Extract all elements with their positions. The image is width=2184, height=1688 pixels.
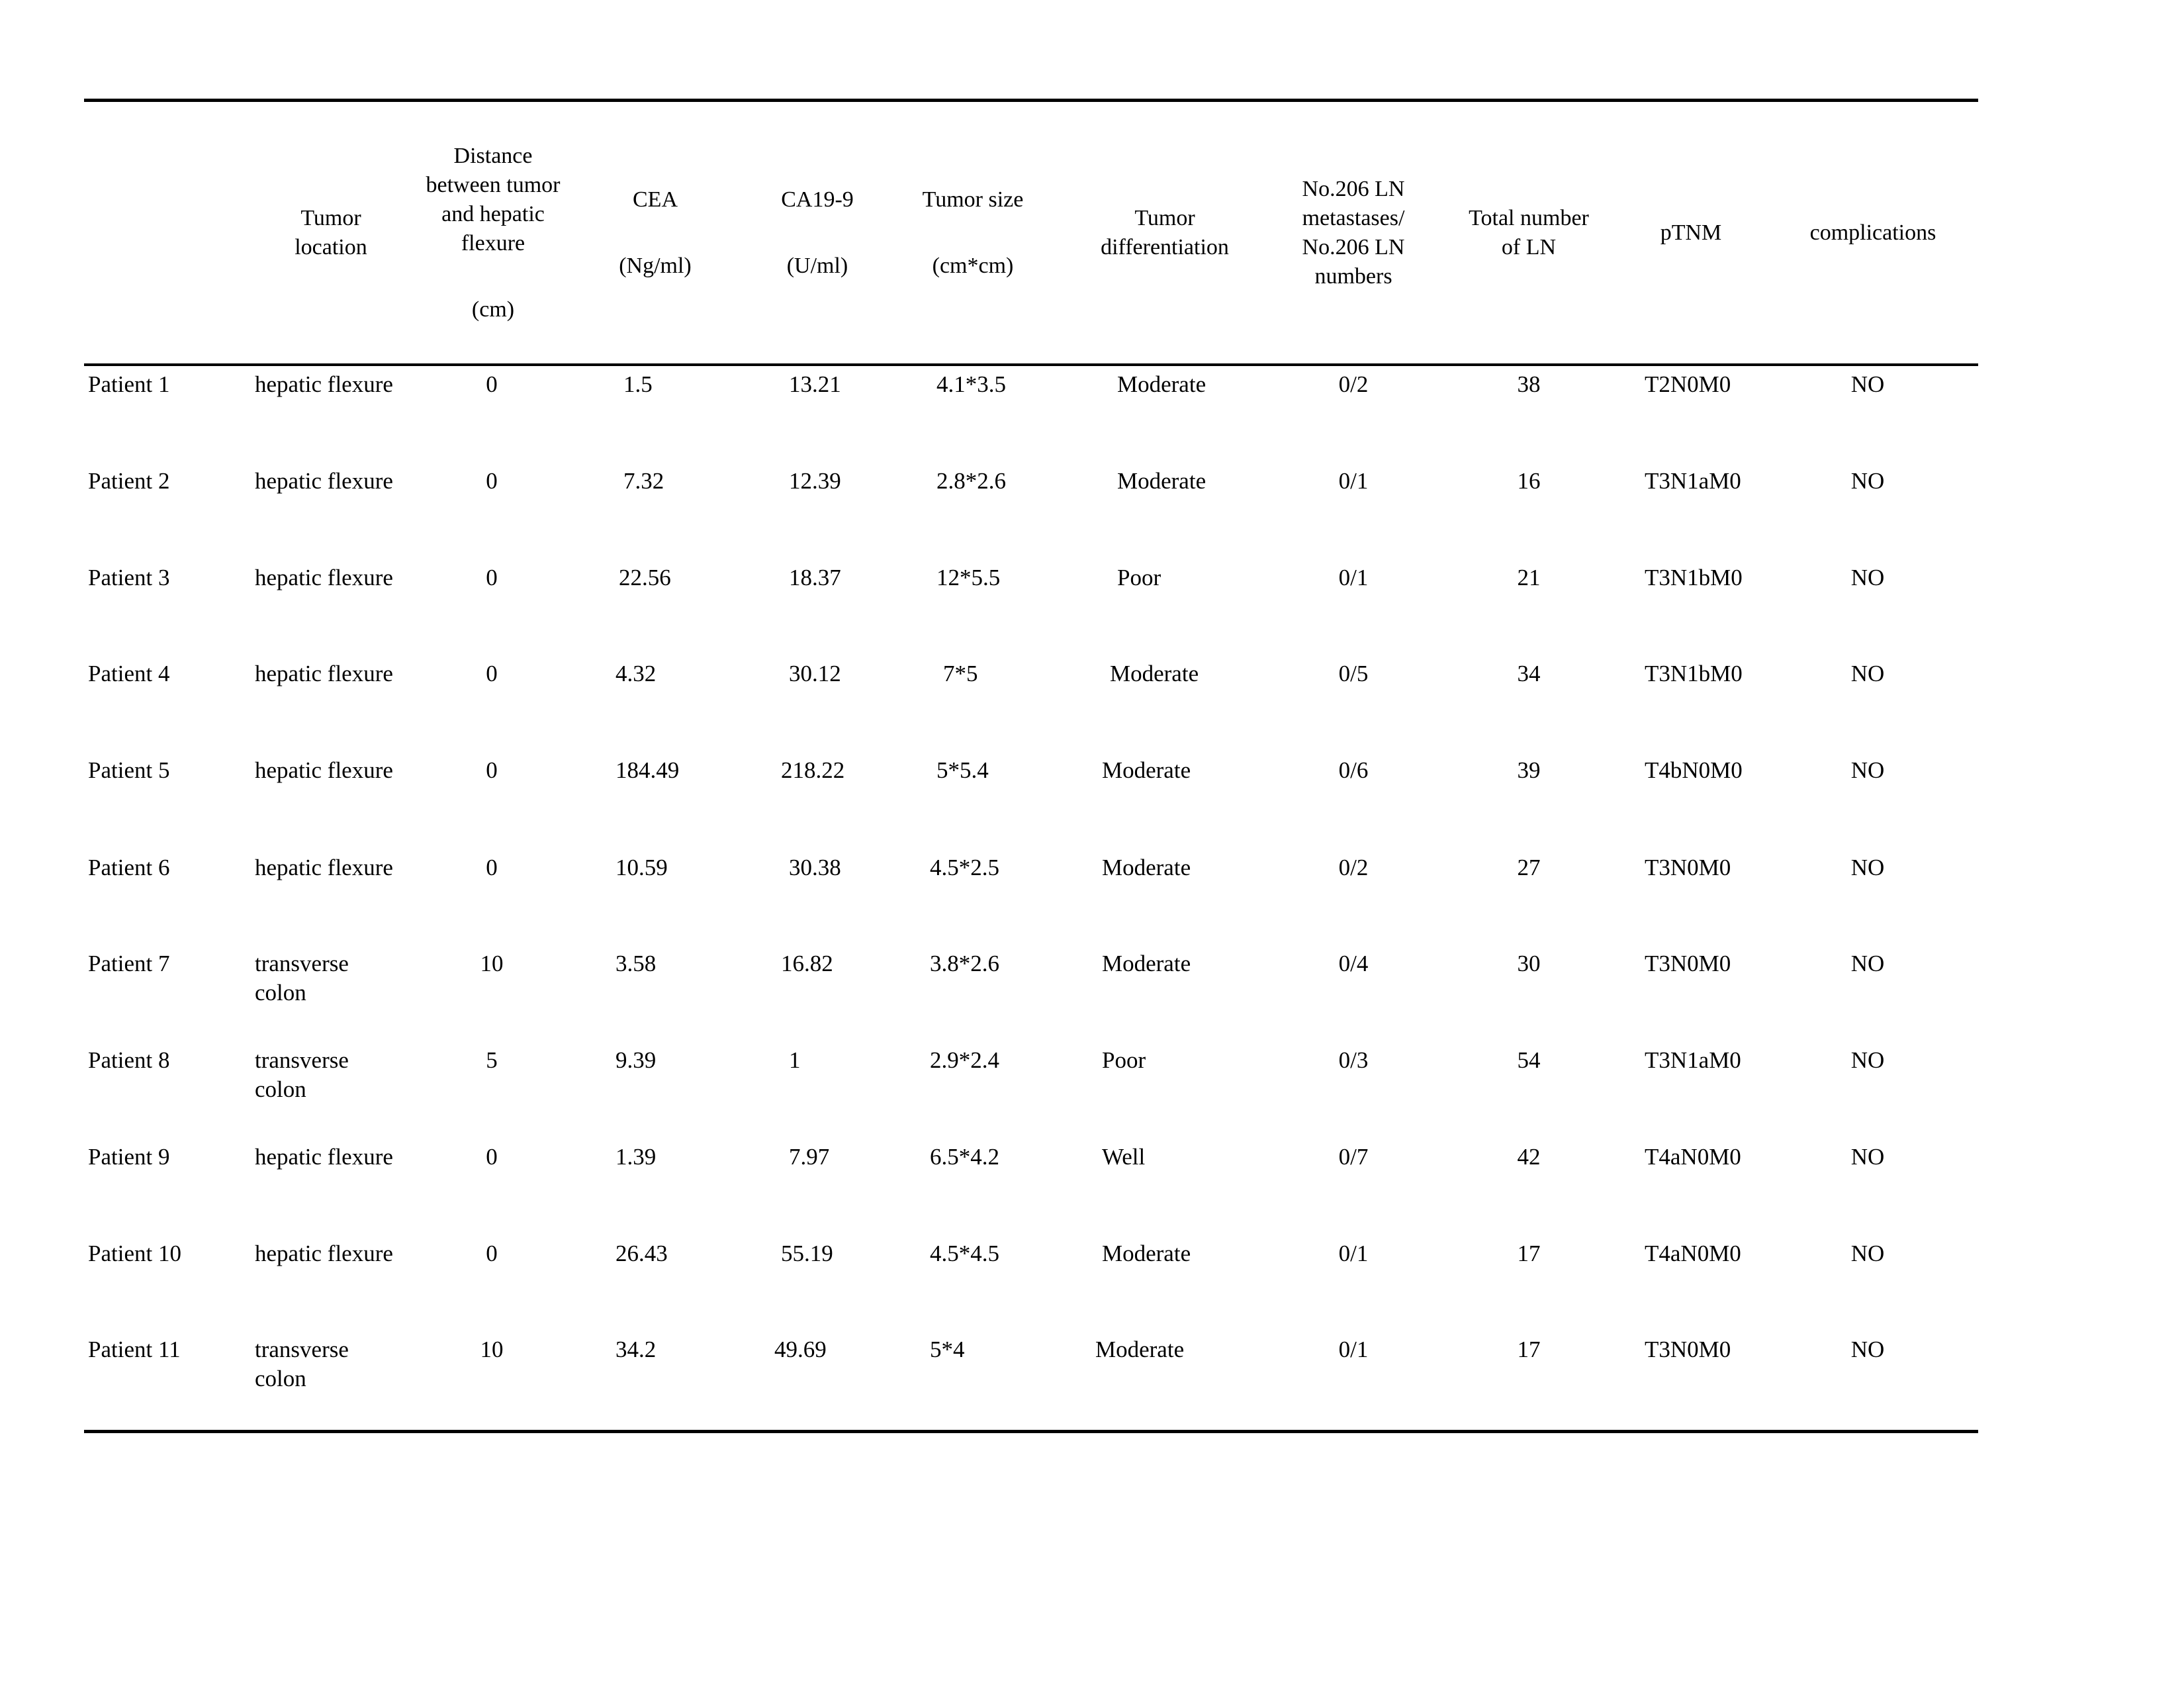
- header-tumor-differentiation: [1072, 204, 1257, 262]
- header-text: Tumor size: [922, 187, 1024, 212]
- cell-complications: NO: [1850, 371, 1885, 397]
- header-text: No.206 LN: [1302, 177, 1405, 201]
- cell-total-ln: 17: [1517, 1241, 1541, 1266]
- cell-size: 4.1*3.5: [936, 371, 1006, 397]
- location-line: transverse: [255, 951, 349, 976]
- cell-ptnm: T3N1bM0: [1645, 565, 1743, 590]
- header-text: location: [295, 235, 367, 259]
- cell-complications: NO: [1850, 1047, 1885, 1073]
- cell-distance: 0: [486, 371, 498, 397]
- cell-differentiation: Moderate: [1110, 661, 1199, 686]
- header-text: of LN: [1501, 235, 1557, 259]
- cell-ca199: 218.22: [781, 757, 845, 783]
- header-total-ln: [1446, 204, 1612, 262]
- table-top-rule: [84, 99, 1978, 102]
- cell-ca199: 7.97: [789, 1144, 830, 1170]
- cell-total-ln: 39: [1517, 757, 1541, 783]
- header-text: metastases/: [1302, 206, 1405, 230]
- cell-cea: 184.49: [615, 757, 680, 783]
- cell-total-ln: 42: [1517, 1144, 1541, 1170]
- cell-cea: 9.39: [615, 1047, 657, 1073]
- cell-ln206: 0/7: [1338, 1144, 1369, 1170]
- location-line: hepatic flexure: [255, 757, 393, 783]
- cell-ptnm: T3N1aM0: [1645, 1047, 1741, 1073]
- cell-distance: 10: [480, 1336, 504, 1362]
- cell-differentiation: Poor: [1102, 1047, 1146, 1073]
- header-text: No.206 LN: [1302, 235, 1405, 259]
- cell-distance: 0: [486, 661, 498, 686]
- cell-total-ln: 54: [1517, 1047, 1541, 1073]
- cell-size: 4.5*4.5: [930, 1241, 999, 1266]
- cell-ln206: 0/3: [1338, 1047, 1369, 1073]
- header-unit: (cm*cm): [932, 254, 1014, 278]
- cell-total-ln: 16: [1517, 468, 1541, 494]
- cell-ca199: 12.39: [789, 468, 841, 494]
- cell-patient: Patient 3: [88, 565, 170, 590]
- cell-complications: NO: [1850, 565, 1885, 590]
- cell-patient: Patient 7: [88, 951, 170, 976]
- location-line: hepatic flexure: [255, 565, 393, 590]
- location-line: colon: [255, 980, 306, 1006]
- cell-ca199: 55.19: [781, 1241, 833, 1266]
- cell-ptnm: T4aN0M0: [1645, 1241, 1741, 1266]
- header-complications: [1780, 218, 1966, 248]
- header-unit: (U/ml): [786, 254, 848, 278]
- cell-location: [255, 659, 414, 688]
- header-text: Total number: [1469, 206, 1589, 230]
- table-bottom-rule: [84, 1430, 1978, 1433]
- cell-differentiation: Moderate: [1117, 468, 1206, 494]
- cell-ln206: 0/4: [1338, 951, 1369, 976]
- cell-ptnm: T3N1bM0: [1645, 661, 1743, 686]
- cell-patient: Patient 5: [88, 757, 170, 783]
- header-text: between tumor: [426, 173, 561, 197]
- cell-ptnm: T3N0M0: [1645, 1336, 1731, 1362]
- cell-patient: Patient 9: [88, 1144, 170, 1170]
- cell-ptnm: T3N1aM0: [1645, 468, 1741, 494]
- cell-total-ln: 34: [1517, 661, 1541, 686]
- cell-location: [255, 563, 414, 592]
- cell-distance: 0: [486, 1241, 498, 1266]
- cell-complications: NO: [1850, 757, 1885, 783]
- cell-ca199: 49.69: [774, 1336, 827, 1362]
- cell-complications: NO: [1850, 468, 1885, 494]
- header-text: Distance: [453, 144, 533, 168]
- cell-cea: 3.58: [615, 951, 657, 976]
- cell-total-ln: 30: [1517, 951, 1541, 976]
- cell-size: 6.5*4.2: [930, 1144, 999, 1170]
- cell-differentiation: Moderate: [1102, 855, 1191, 880]
- header-text: CEA: [633, 187, 678, 212]
- cell-patient: Patient 10: [88, 1241, 181, 1266]
- header-cea: [589, 185, 721, 281]
- cell-size: 2.9*2.4: [930, 1047, 999, 1073]
- location-line: colon: [255, 1076, 306, 1102]
- cell-location: [255, 1239, 414, 1268]
- cell-cea: 10.59: [615, 855, 668, 880]
- cell-differentiation: Well: [1102, 1144, 1146, 1170]
- cell-patient: Patient 1: [88, 371, 170, 397]
- header-text: pTNM: [1660, 220, 1722, 245]
- cell-ca199: 30.38: [789, 855, 841, 880]
- cell-ca199: 18.37: [789, 565, 841, 590]
- cell-size: 12*5.5: [936, 565, 1001, 590]
- cell-location: [255, 756, 414, 785]
- header-ptnm: [1625, 218, 1757, 248]
- location-line: hepatic flexure: [255, 661, 393, 686]
- location-line: hepatic flexure: [255, 855, 393, 880]
- cell-size: 5*4: [930, 1336, 965, 1362]
- cell-differentiation: Moderate: [1102, 757, 1191, 783]
- cell-complications: NO: [1850, 951, 1885, 976]
- cell-location: [255, 949, 414, 1008]
- cell-distance: 5: [486, 1047, 498, 1073]
- cell-differentiation: Poor: [1117, 565, 1161, 590]
- cell-cea: 1.39: [615, 1144, 657, 1170]
- cell-ln206: 0/6: [1338, 757, 1369, 783]
- cell-ln206: 0/1: [1338, 1336, 1369, 1362]
- cell-ptnm: T4bN0M0: [1645, 757, 1743, 783]
- cell-ln206: 0/1: [1338, 565, 1369, 590]
- cell-complications: NO: [1850, 1336, 1885, 1362]
- cell-size: 5*5.4: [936, 757, 989, 783]
- cell-cea: 4.32: [615, 661, 657, 686]
- cell-patient: Patient 8: [88, 1047, 170, 1073]
- cell-complications: NO: [1850, 661, 1885, 686]
- cell-distance: 0: [486, 468, 498, 494]
- cell-ln206: 0/1: [1338, 468, 1369, 494]
- header-text: flexure: [461, 231, 525, 256]
- cell-cea: 34.2: [615, 1336, 657, 1362]
- header-no206-ln: [1267, 175, 1439, 291]
- cell-ptnm: T2N0M0: [1645, 371, 1731, 397]
- cell-cea: 7.32: [623, 468, 664, 494]
- header-text: Tumor: [300, 206, 361, 230]
- header-unit: (cm): [471, 297, 515, 322]
- cell-location: [255, 370, 414, 399]
- cell-total-ln: 21: [1517, 565, 1541, 590]
- cell-patient: Patient 6: [88, 855, 170, 880]
- location-line: colon: [255, 1366, 306, 1391]
- cell-distance: 0: [486, 1144, 498, 1170]
- header-ca199: [751, 185, 884, 281]
- header-unit: (Ng/ml): [619, 254, 692, 278]
- cell-size: 3.8*2.6: [930, 951, 999, 976]
- cell-distance: 0: [486, 757, 498, 783]
- cell-ln206: 0/2: [1338, 371, 1369, 397]
- cell-complications: NO: [1850, 855, 1885, 880]
- header-tumor-size: [900, 185, 1046, 281]
- cell-ca199: 16.82: [781, 951, 833, 976]
- cell-ln206: 0/1: [1338, 1241, 1369, 1266]
- cell-total-ln: 17: [1517, 1336, 1541, 1362]
- cell-complications: NO: [1850, 1241, 1885, 1266]
- cell-total-ln: 38: [1517, 371, 1541, 397]
- cell-location: [255, 1335, 414, 1393]
- header-text: Tumor: [1134, 206, 1195, 230]
- table-header-rule: [84, 363, 1978, 366]
- cell-distance: 10: [480, 951, 504, 976]
- cell-ca199: 30.12: [789, 661, 841, 686]
- cell-size: 2.8*2.6: [936, 468, 1006, 494]
- header-text: complications: [1809, 220, 1936, 245]
- location-line: hepatic flexure: [255, 1241, 393, 1266]
- cell-location: [255, 853, 414, 882]
- cell-distance: 0: [486, 855, 498, 880]
- cell-ln206: 0/5: [1338, 661, 1369, 686]
- cell-ln206: 0/2: [1338, 855, 1369, 880]
- cell-total-ln: 27: [1517, 855, 1541, 880]
- cell-cea: 26.43: [615, 1241, 668, 1266]
- location-line: hepatic flexure: [255, 1144, 393, 1170]
- cell-patient: Patient 11: [88, 1336, 181, 1362]
- cell-ptnm: T4aN0M0: [1645, 1144, 1741, 1170]
- cell-differentiation: Moderate: [1102, 1241, 1191, 1266]
- cell-cea: 22.56: [619, 565, 671, 590]
- cell-distance: 0: [486, 565, 498, 590]
- cell-cea: 1.5: [623, 371, 653, 397]
- cell-ca199: 13.21: [789, 371, 841, 397]
- cell-patient: Patient 2: [88, 468, 170, 494]
- cell-differentiation: Moderate: [1095, 1336, 1185, 1362]
- header-text: differentiation: [1101, 235, 1229, 259]
- cell-location: [255, 467, 414, 496]
- cell-size: 4.5*2.5: [930, 855, 999, 880]
- header-text: numbers: [1314, 264, 1392, 289]
- cell-ptnm: T3N0M0: [1645, 855, 1731, 880]
- cell-patient: Patient 4: [88, 661, 170, 686]
- header-tumor-location: [265, 204, 397, 262]
- cell-ptnm: T3N0M0: [1645, 951, 1731, 976]
- header-text: and hepatic: [441, 202, 545, 226]
- cell-size: 7*5: [943, 661, 978, 686]
- cell-complications: NO: [1850, 1144, 1885, 1170]
- cell-location: [255, 1046, 414, 1104]
- header-text: CA19-9: [781, 187, 854, 212]
- cell-differentiation: Moderate: [1117, 371, 1206, 397]
- cell-differentiation: Moderate: [1102, 951, 1191, 976]
- header-distance: [400, 142, 586, 324]
- location-line: hepatic flexure: [255, 468, 393, 494]
- cell-location: [255, 1143, 414, 1172]
- cell-ca199: 1: [789, 1047, 801, 1073]
- location-line: transverse: [255, 1047, 349, 1073]
- location-line: transverse: [255, 1336, 349, 1362]
- location-line: hepatic flexure: [255, 371, 393, 397]
